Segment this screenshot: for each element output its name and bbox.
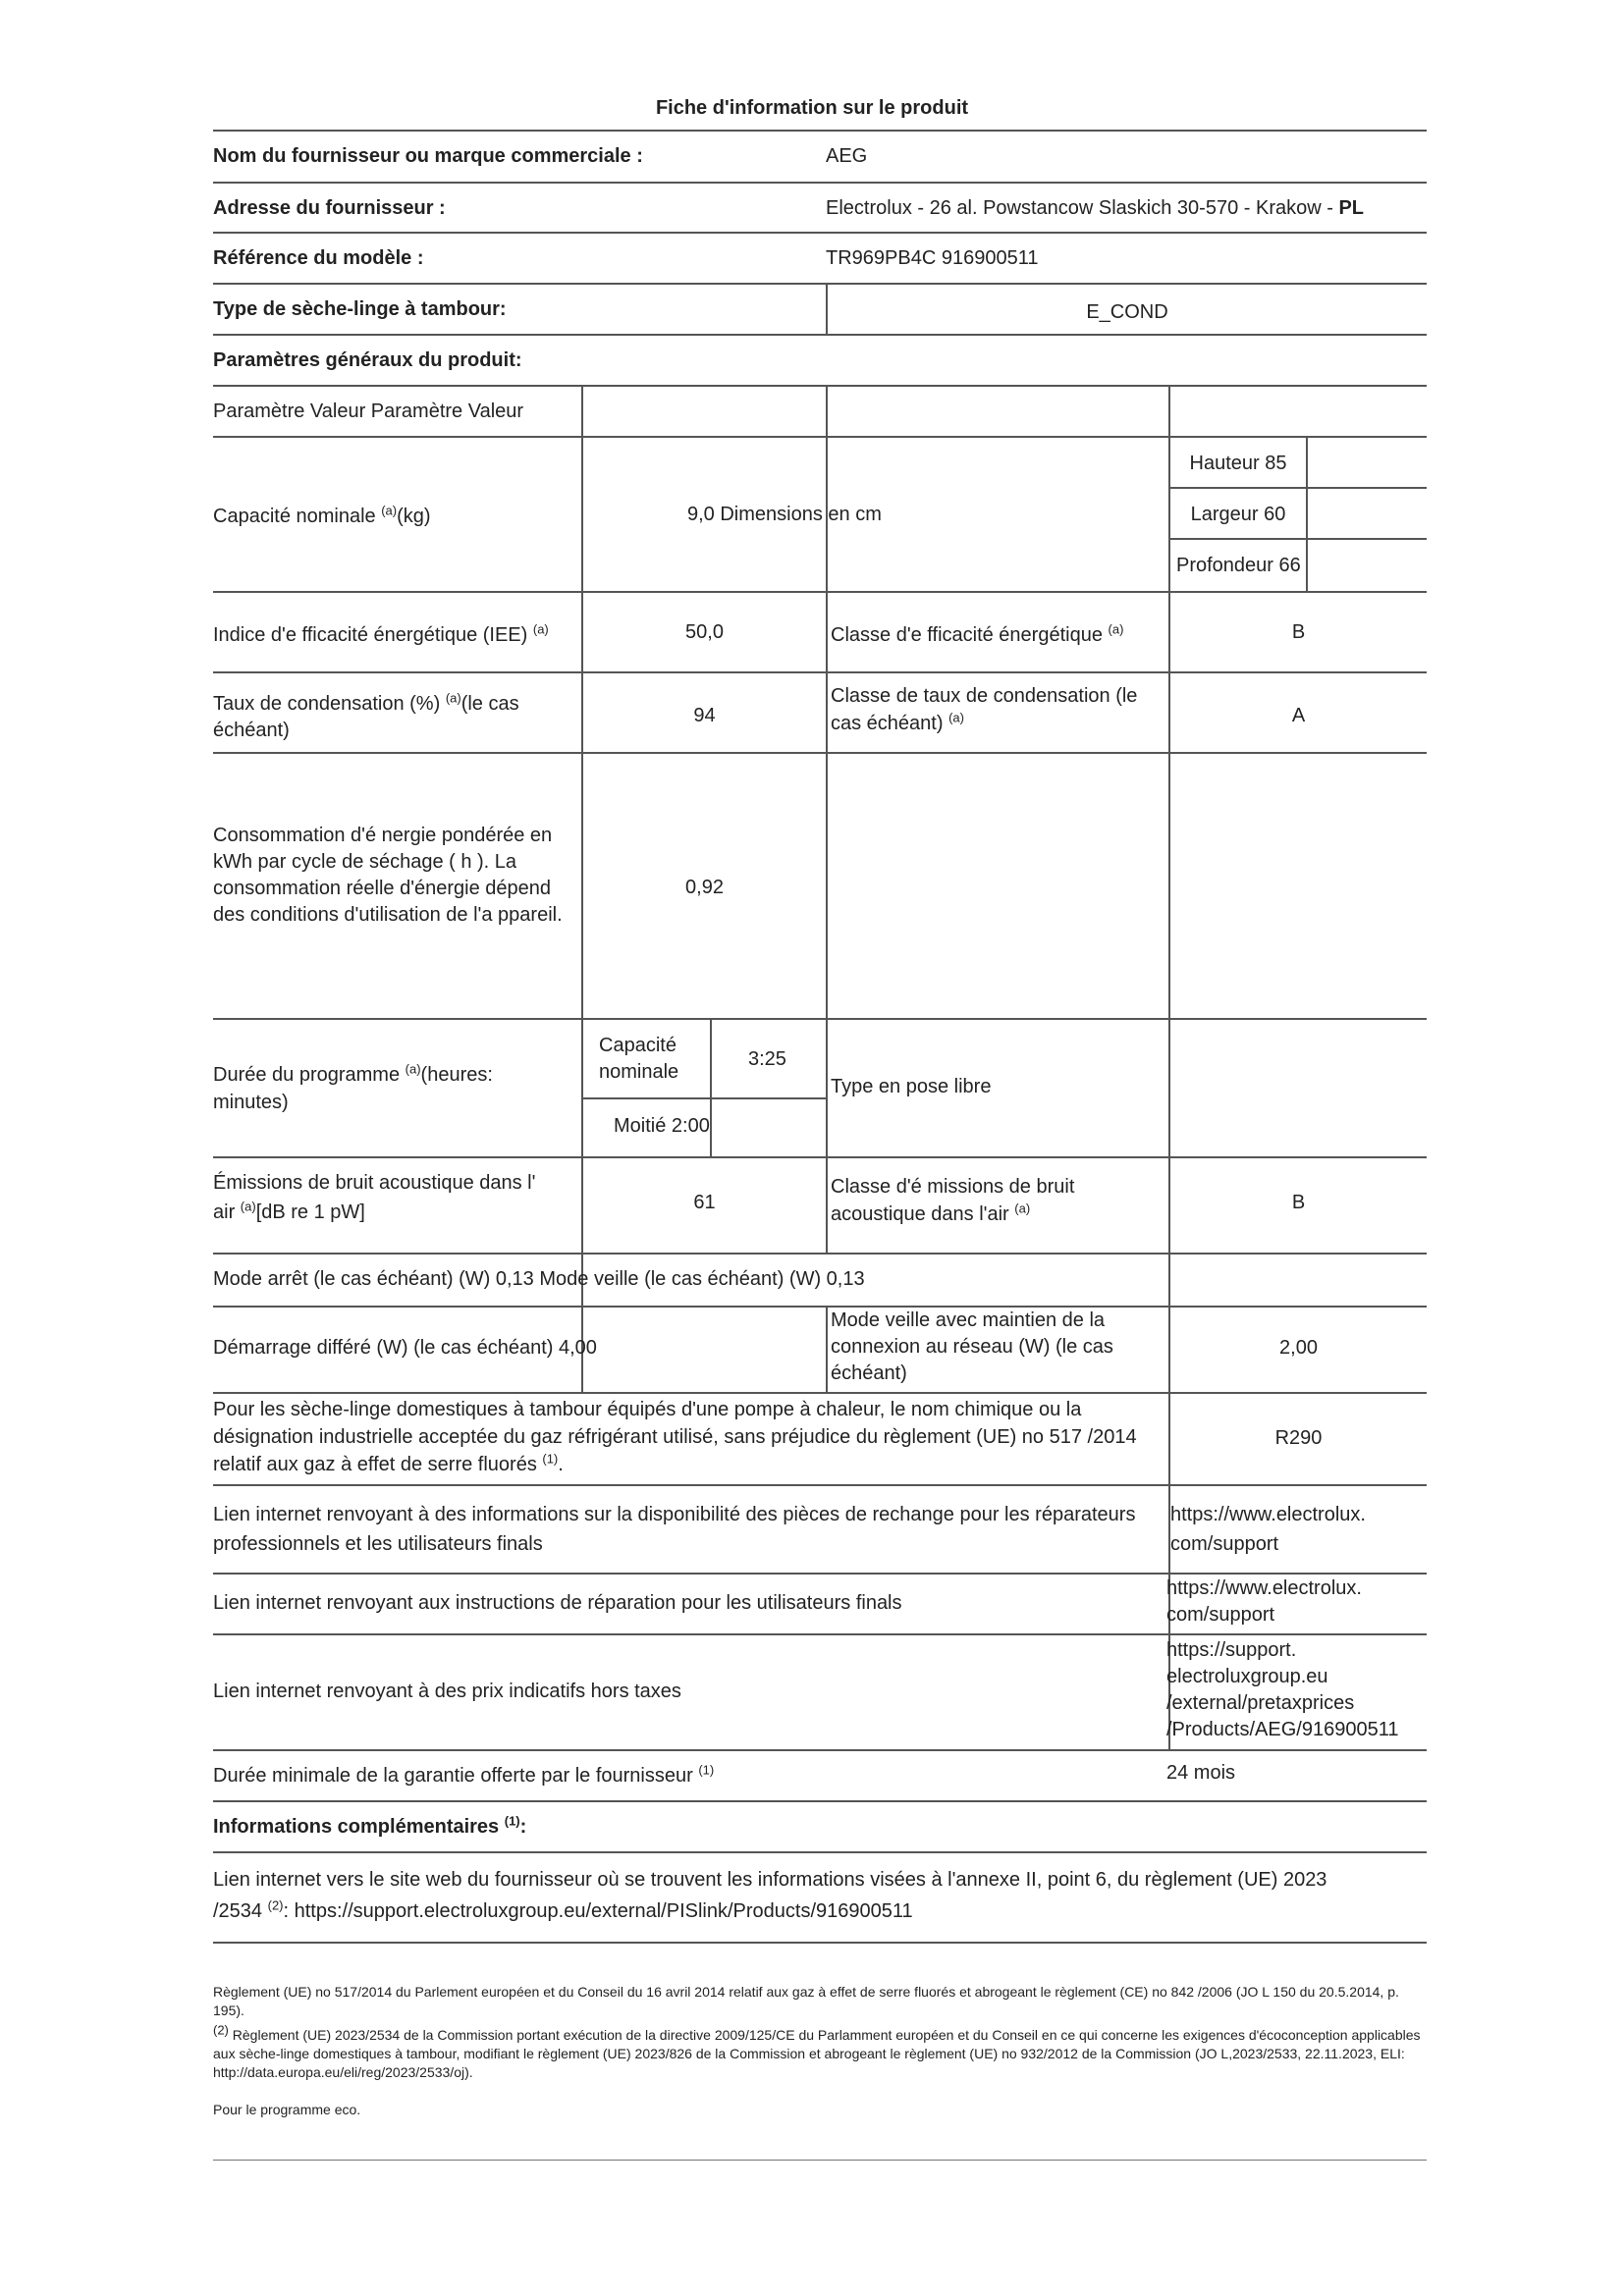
eei-class-value: B	[1291, 621, 1306, 643]
rule	[213, 1156, 1427, 1158]
capacity-value: 9,0 Dimensions en cm	[687, 504, 882, 525]
warranty-value: 24 mois	[1166, 1762, 1236, 1784]
capacity-label: Capacité nominale $^{(a)}$(kg)	[213, 503, 431, 527]
noise-label: Émissions de bruit acoustique dans l'	[213, 1172, 536, 1194]
condensation-value: 94	[693, 705, 716, 726]
rule	[213, 1573, 1427, 1575]
prices-link-line[interactable]: /Products/AEG/916900511	[1166, 1719, 1399, 1740]
eei-value: 50,0	[685, 621, 724, 643]
model-reference-label: Référence du modèle :	[213, 247, 424, 269]
energy-consumption-label: Consommation d'é nergie pondérée en kWh par cycle de séchage ( h ). La consommation réelle d'énergie dépend des conditions d'utilisation de l'a ppareil.	[213, 825, 563, 926]
repair-instructions-label: Lien internet renvoyant aux instructions de réparation pour les utilisateurs finals	[213, 1592, 902, 1614]
dimension-depth: Profondeur 66	[1176, 555, 1301, 576]
rule	[213, 591, 1427, 593]
rule	[1168, 538, 1427, 540]
rule	[213, 1392, 1427, 1394]
refrigerant-label: Pour les sèche-linge domestiques à tambour équipés d'une pompe à chaleur, le nom chimique ou la désignation industrielle acceptée du gaz réfrigérant utilisé, sans préjudice du règlement (UE) no 517 /2014 relatif aux gaz à effet de serre fluorés $^{(1)}$.	[213, 1399, 1137, 1475]
footnote-2: $^{(2)}$ Règlement (UE) 2023/2534 de la Commission portant exécution de la directive 2009/125/CE du Parlamment européen et du Conseil en ce qui concerne les exigences d'écoconception applicables aux sèche-linge domestiques à tambour, modifiant le règlement (UE) 2023/826 de la Commission et abrogeant le règlement (UE) no 932/2012 de la Commission (JO L,2023/2533, 22.11.2023, ELI: http://data.europa.eu/eli/reg/2023/2533/oj).	[213, 2022, 1421, 2080]
rule	[213, 1018, 1427, 1020]
dryer-type-value: E_COND	[1086, 301, 1168, 323]
params-header: Paramètre Valeur Paramètre Valeur	[213, 400, 524, 422]
rule	[213, 1942, 1427, 1944]
rule	[213, 1633, 1427, 1635]
general-params-heading: Paramètres généraux du produit:	[213, 349, 522, 371]
rule	[213, 1253, 1427, 1255]
footnote-3: Pour le programme eco.	[213, 2102, 361, 2117]
additional-info-heading: Informations complémentaires $^{(1)}$:	[213, 1813, 527, 1838]
rule	[213, 283, 1427, 285]
supplier-name-value: AEG	[826, 145, 868, 167]
eei-class-label: Classe d'e fficacité énergétique $^{(a)}$	[831, 621, 1124, 646]
rule	[213, 1306, 1427, 1308]
column-divider	[710, 1018, 712, 1156]
noise-class-label: Classe d'é missions de bruit	[831, 1176, 1075, 1198]
page-title: Fiche d'information sur le produit	[655, 97, 969, 119]
column-divider	[1306, 436, 1308, 591]
additional-info-link[interactable]: /2534 $^{(2)}$: https://support.electroluxgroup.eu/external/PISlink/Products/916900511	[213, 1897, 913, 1922]
installation-type: Type en pose libre	[831, 1076, 992, 1097]
spare-parts-link[interactable]: https://www.electrolux. com/support	[1170, 1504, 1366, 1555]
rule	[213, 671, 1427, 673]
network-standby-value: 2,00	[1279, 1337, 1318, 1359]
prices-link-line[interactable]: https://support.	[1166, 1639, 1297, 1661]
noise-class-value: B	[1291, 1192, 1306, 1213]
rule	[213, 1749, 1427, 1751]
dimension-height: Hauteur 85	[1189, 453, 1287, 474]
energy-consumption-value: 0,92	[685, 877, 724, 898]
rule	[213, 385, 1427, 387]
eei-label: Indice d'e fficacité énergétique (IEE) $^{(a)}$	[213, 621, 549, 646]
prices-link-line[interactable]: electroluxgroup.eu	[1166, 1666, 1328, 1687]
noise-class-label-cont: acoustique dans l'air $^{(a)}$	[831, 1201, 1031, 1225]
duration-capacity-label: Capacité nominale	[599, 1035, 679, 1083]
rule	[213, 2160, 1427, 2161]
column-divider	[826, 1306, 828, 1394]
rule	[213, 1800, 1427, 1802]
condensation-label: Taux de condensation (%) $^{(a)}$(le cas	[213, 690, 519, 715]
condensation-class-value: A	[1291, 705, 1306, 726]
delay-start: Démarrage différé (W) (le cas échéant) 4,00	[213, 1337, 597, 1359]
off-mode-standby: Mode arrêt (le cas échéant) (W) 0,13 Mode veille (le cas échéant) (W) 0,13	[213, 1268, 865, 1290]
rule	[213, 1851, 1427, 1853]
noise-label-cont: air $^{(a)}$[dB re 1 pW]	[213, 1199, 365, 1223]
dryer-type-label: Type de sèche-linge à tambour:	[213, 298, 507, 320]
rule	[213, 436, 1427, 438]
column-divider	[1168, 1253, 1170, 1306]
warranty-label: Durée minimale de la garantie offerte par le fournisseur $^{(1)}$	[213, 1762, 715, 1787]
footnote-1: Règlement (UE) no 517/2014 du Parlement européen et du Conseil du 16 avril 2014 relatif aux gaz à effet de serre fluorés et abrogeant le règlement (CE) no 842 /2006 (JO L 150 du 20.5.2014, p. 195).	[213, 1984, 1399, 2018]
additional-info-text: Lien internet vers le site web du fournisseur où se trouvent les informations visées à l'annexe II, point 6, du règlement (UE) 2023	[213, 1869, 1327, 1891]
rule	[1168, 487, 1427, 489]
indicative-prices-label: Lien internet renvoyant à des prix indicatifs hors taxes	[213, 1681, 681, 1702]
rule	[213, 232, 1427, 234]
repair-instructions-link[interactable]: https://www.electrolux. com/support	[1166, 1577, 1362, 1626]
supplier-address-label: Adresse du fournisseur :	[213, 197, 446, 219]
condensation-class-label-cont: cas échéant) $^{(a)}$	[831, 710, 964, 734]
noise-value: 61	[693, 1192, 716, 1213]
spare-parts-label: Lien internet renvoyant à des informations sur la disponibilité des pièces de rechange pour les réparateurs professionnels et les utilisateurs finals	[213, 1504, 1136, 1555]
duration-capacity-value: 3:25	[748, 1048, 786, 1070]
supplier-name-label: Nom du fournisseur ou marque commerciale :	[213, 145, 643, 167]
rule	[213, 182, 1427, 184]
condensation-class-label: Classe de taux de condensation (le	[831, 685, 1138, 707]
rule	[213, 752, 1427, 754]
rule	[213, 130, 1427, 132]
rule	[213, 1484, 1427, 1486]
condensation-label-cont: échéant)	[213, 720, 290, 741]
supplier-address-value: Electrolux - 26 al. Powstancow Slaskich 30-570 - Krakow - PL	[826, 197, 1365, 219]
rule	[581, 1097, 827, 1099]
network-standby-label: Mode veille avec maintien de la connexion au réseau (W) (le cas échéant)	[831, 1309, 1113, 1384]
rule	[213, 334, 1427, 336]
duration-label: Durée du programme $^{(a)}$(heures:	[213, 1061, 493, 1086]
duration-half-value: Moitié 2:00	[614, 1115, 710, 1137]
prices-link-line[interactable]: /external/pretaxprices	[1166, 1692, 1355, 1714]
column-divider	[581, 385, 583, 1255]
model-reference-value: TR969PB4C 916900511	[826, 247, 1039, 269]
refrigerant-value: R290	[1274, 1427, 1323, 1449]
dimension-width: Largeur 60	[1190, 504, 1286, 525]
duration-label-cont: minutes)	[213, 1092, 289, 1113]
